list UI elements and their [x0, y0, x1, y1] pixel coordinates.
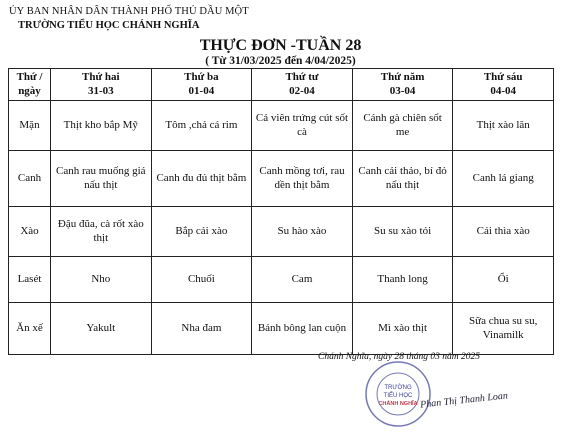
menu-cell: Nho: [51, 257, 152, 303]
menu-cell: Ổi: [453, 257, 554, 303]
row-label: Mặn: [9, 101, 51, 151]
menu-cell: Tôm ,chả cá rim: [151, 101, 252, 151]
table-row: [9, 303, 554, 355]
corner-top-label: Thứ /: [16, 70, 43, 83]
menu-cell: Cam: [252, 257, 353, 303]
table-row: [9, 257, 554, 303]
menu-cell: Canh cải thảo, bí đỏ nấu thịt: [352, 151, 453, 207]
row-label: Canh: [9, 151, 51, 207]
menu-cell: Nha đam: [151, 303, 252, 355]
menu-cell: Mì xào thịt: [352, 303, 453, 355]
corner-bottom-label: ngày: [18, 84, 41, 97]
day-date: 02-04: [289, 84, 315, 97]
menu-cell: Bánh bông lan cuộn: [252, 303, 353, 355]
day-name: Thứ hai: [82, 70, 120, 83]
menu-cell: Su hào xào: [252, 207, 353, 257]
table-header-row: [9, 69, 554, 101]
place-date: Chánh Nghĩa, ngày 28 tháng 03 năm 2025: [318, 352, 481, 362]
day-header-mon: [51, 69, 152, 101]
menu-cell: Cá viên trứng cút sốt cà: [252, 101, 353, 151]
menu-cell: Canh đu đủ thịt bằm: [151, 151, 252, 207]
row-label: Lasét: [9, 257, 51, 303]
menu-cell: Canh mồng tơi, rau dền thịt bằm: [252, 151, 353, 207]
day-date: 03-04: [389, 84, 416, 97]
stamp-line-2: TIỂU HỌC: [383, 393, 413, 399]
menu-cell: Thịt kho bắp Mỹ: [51, 101, 152, 151]
menu-cell: Canh rau muống giá nấu thịt: [51, 151, 152, 207]
menu-cell: Cải thìa xào: [453, 207, 554, 257]
table-row: [9, 207, 554, 257]
day-name: Thứ năm: [380, 70, 425, 83]
stamp-line-1: TRƯỜNG: [384, 385, 412, 391]
menu-cell: Thanh long: [352, 257, 453, 303]
stamp-line-3: CHÁNH NGHĨA: [378, 401, 418, 407]
school-header: TRƯỜNG TIỂU HỌC CHÁNH NGHĨA: [18, 20, 200, 31]
menu-cell: Cánh gà chiên sốt me: [352, 101, 453, 151]
day-header-fri: [453, 69, 554, 101]
day-header-thu: [352, 69, 453, 101]
page-subtitle: ( Từ 31/03/2025 đến 4/04/2025): [205, 55, 356, 67]
menu-cell: Thịt xào lăn: [453, 101, 554, 151]
day-date: 01-04: [188, 84, 215, 97]
row-label: Xào: [9, 207, 51, 257]
signature: Phan Thị Thanh Loan: [419, 390, 509, 411]
table-row: [9, 151, 554, 207]
day-header-wed: [252, 69, 353, 101]
committee-header: ỦY BAN NHÂN DÂN THÀNH PHỐ THỦ DẦU MỘT: [9, 6, 249, 17]
page-title: THỰC ĐƠN -TUẦN 28: [199, 37, 362, 54]
table-row: [9, 101, 554, 151]
menu-cell: Yakult: [51, 303, 152, 355]
menu-table: [8, 68, 554, 355]
day-name: Thứ sáu: [483, 70, 523, 83]
day-date: 31-03: [87, 84, 114, 97]
day-header-tue: [151, 69, 252, 101]
menu-cell: Canh lá giang: [453, 151, 554, 207]
menu-cell: Sữa chua su su, Vinamilk: [453, 303, 554, 355]
day-name: Thứ ba: [184, 70, 219, 83]
school-stamp: [364, 360, 432, 428]
menu-cell: Su su xào tỏi: [352, 207, 453, 257]
day-name: Thứ tư: [285, 70, 319, 83]
menu-cell: Bắp cải xào: [151, 207, 252, 257]
day-date: 04-04: [490, 84, 517, 97]
row-label: Ăn xế: [9, 303, 51, 355]
menu-cell: Chuối: [151, 257, 252, 303]
corner-cell: [9, 69, 51, 101]
menu-cell: Đậu đũa, cà rốt xào thịt: [51, 207, 152, 257]
